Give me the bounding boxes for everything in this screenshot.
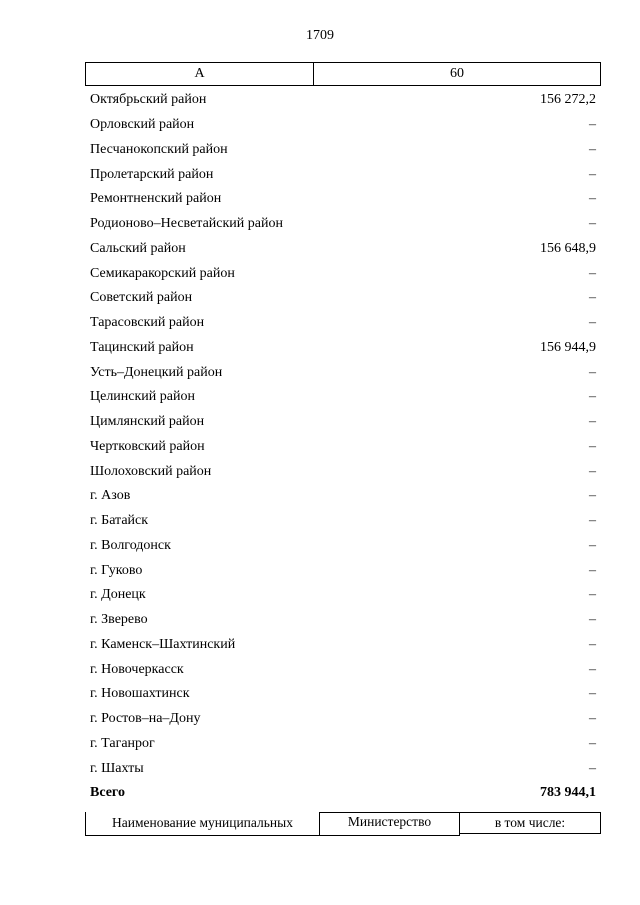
row-name: г. Волгодонск	[90, 537, 171, 553]
row-value: –	[589, 216, 596, 232]
row-name: Орловский район	[90, 117, 195, 133]
table-row	[90, 360, 596, 385]
row-name: Тацинский район	[90, 339, 194, 355]
row-name: г. Шахты	[90, 760, 144, 776]
table-row	[90, 138, 596, 163]
row-name: Родионово–Несветайский район	[90, 216, 283, 232]
table-row	[90, 435, 596, 460]
row-value: –	[589, 612, 596, 628]
next-header-ministry: Министерство	[320, 812, 460, 836]
row-value: 156 648,9	[540, 240, 596, 256]
next-table-header	[85, 812, 601, 836]
row-value: –	[589, 364, 596, 380]
table-row	[90, 509, 596, 534]
table-row	[90, 707, 596, 732]
total-label: Всего	[90, 785, 125, 801]
row-name: Песчанокопский район	[90, 141, 228, 157]
total-row	[90, 781, 596, 806]
header-column-60: 60	[450, 66, 464, 81]
table-row	[90, 756, 596, 781]
table-body	[90, 88, 596, 806]
row-name: Пролетарский район	[90, 166, 214, 182]
row-name: г. Новошахтинск	[90, 686, 190, 702]
row-name: г. Гуково	[90, 562, 143, 578]
table-row	[90, 558, 596, 583]
row-name: г. Каменск–Шахтинский	[90, 636, 236, 652]
total-value: 783 944,1	[540, 785, 596, 801]
table-row	[90, 484, 596, 509]
row-name: г. Новочеркасск	[90, 661, 184, 677]
row-value: –	[589, 562, 596, 578]
row-name: Советский район	[90, 290, 193, 306]
row-name: г. Батайск	[90, 513, 149, 529]
row-value: –	[589, 141, 596, 157]
row-name: Шолоховский район	[90, 463, 212, 479]
row-value: –	[589, 315, 596, 331]
row-value: –	[589, 166, 596, 182]
row-name: Семикаракорский район	[90, 265, 235, 281]
row-value: –	[589, 760, 596, 776]
row-value: –	[589, 735, 596, 751]
row-value: –	[589, 117, 596, 133]
row-value: –	[589, 587, 596, 603]
row-name: Октябрьский район	[90, 92, 207, 108]
row-name: Цимлянский район	[90, 414, 205, 430]
row-value: –	[589, 686, 596, 702]
table-row	[90, 261, 596, 286]
row-value: –	[589, 488, 596, 504]
row-value: –	[589, 414, 596, 430]
row-value: –	[589, 191, 596, 207]
row-name: г. Донецк	[90, 587, 146, 603]
row-value: –	[589, 463, 596, 479]
table-row	[90, 385, 596, 410]
row-name: Тарасовский район	[90, 315, 205, 331]
table-header	[85, 62, 601, 86]
row-value: –	[589, 438, 596, 454]
header-column-a: А	[86, 63, 314, 85]
table-row	[90, 88, 596, 113]
row-value: –	[589, 537, 596, 553]
row-value: –	[589, 290, 596, 306]
table-row	[90, 212, 596, 237]
row-name: Целинский район	[90, 389, 195, 405]
row-value: 156 944,9	[540, 339, 596, 355]
row-name: Усть–Донецкий район	[90, 364, 223, 380]
row-name: Чертковский район	[90, 438, 205, 454]
table-row	[90, 336, 596, 361]
table-row	[90, 162, 596, 187]
table-row	[90, 583, 596, 608]
row-value: –	[589, 513, 596, 529]
row-name: г. Азов	[90, 488, 131, 504]
row-name: Ремонтненский район	[90, 191, 222, 207]
row-value: –	[589, 389, 596, 405]
next-header-including: в том числе:	[460, 812, 601, 834]
row-name: Сальский район	[90, 240, 186, 256]
table-row	[90, 657, 596, 682]
row-value: –	[589, 265, 596, 281]
table-row	[90, 286, 596, 311]
row-value: –	[589, 636, 596, 652]
table-row	[90, 187, 596, 212]
table-row	[90, 237, 596, 262]
table-row	[90, 732, 596, 757]
row-name: г. Таганрог	[90, 735, 155, 751]
row-value: –	[589, 661, 596, 677]
page-number: 1709	[306, 28, 334, 43]
row-name: г. Ростов–на–Дону	[90, 711, 201, 727]
row-value: –	[589, 711, 596, 727]
row-name: г. Зверево	[90, 612, 148, 628]
table-row	[90, 682, 596, 707]
table-row	[90, 410, 596, 435]
table-row	[90, 608, 596, 633]
table-row	[90, 534, 596, 559]
table-row	[90, 113, 596, 138]
table-row	[90, 311, 596, 336]
table-row	[90, 633, 596, 658]
next-header-municipal-names: Наименование муниципальных	[85, 812, 320, 836]
table-row	[90, 459, 596, 484]
row-value: 156 272,2	[540, 92, 596, 108]
